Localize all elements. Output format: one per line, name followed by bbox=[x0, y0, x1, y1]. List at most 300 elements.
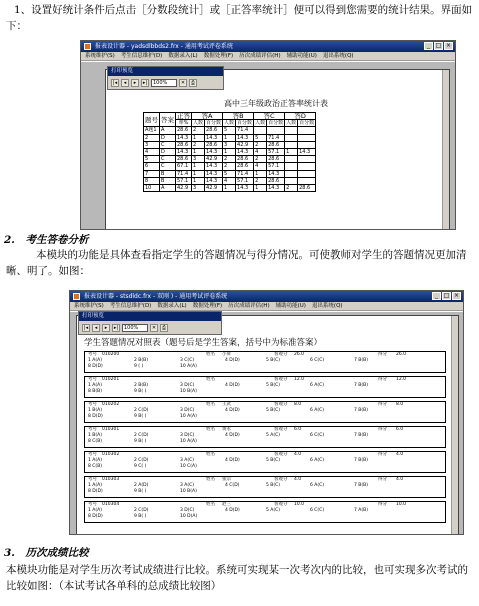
exam-no: 010200 bbox=[102, 352, 120, 357]
answer-item: 6 A(C) bbox=[310, 458, 325, 463]
table-cell: 1 bbox=[223, 148, 236, 155]
exam-no: 010303 bbox=[102, 477, 120, 482]
answer-item: 1 B(A) bbox=[88, 408, 102, 413]
close-preview-icon[interactable]: ✕ bbox=[180, 79, 186, 86]
table-cell: 28.6 bbox=[267, 156, 285, 163]
correct-rate-table bbox=[143, 112, 316, 192]
col-answer-c: 答C bbox=[254, 113, 285, 120]
sub-pct: 百分数 bbox=[299, 120, 315, 127]
objective-label: 客观分 bbox=[274, 477, 288, 482]
answer-item: 8 D(D) bbox=[88, 514, 103, 519]
print-preview-toolbar bbox=[78, 311, 222, 335]
answer-item: 7 A(B) bbox=[354, 508, 368, 513]
menu-exit[interactable]: 退出系统(Q) bbox=[322, 53, 354, 59]
table-row bbox=[144, 184, 316, 191]
table-cell: 28.6 bbox=[236, 163, 254, 170]
prev-page-button[interactable]: ◂ bbox=[121, 79, 129, 87]
answer-item: 6 A(C) bbox=[310, 383, 325, 388]
answer-item: 3 D(C) bbox=[180, 383, 195, 388]
prev-page-button[interactable]: ◂ bbox=[92, 324, 100, 332]
sub-count: 人数 bbox=[193, 120, 204, 127]
table-cell: 2 bbox=[254, 141, 267, 148]
answer-item: 9 B( ) bbox=[134, 514, 147, 519]
sheet-title: 学生答题情况对照表（题号后是学生答案，括号中为标准答案） bbox=[84, 338, 323, 348]
table-cell: 71.4 bbox=[236, 170, 254, 177]
print-preview-toolbar bbox=[107, 66, 224, 90]
table-cell: 14.3 bbox=[205, 163, 223, 170]
answer-item: 9 B( ) bbox=[134, 414, 147, 419]
table-cell: 2 bbox=[192, 127, 205, 134]
maximize-button[interactable]: □ bbox=[435, 42, 442, 49]
table-cell: 1 bbox=[285, 148, 298, 155]
answer-item: 3 A(C) bbox=[180, 458, 195, 463]
answer-item: 2 C(D) bbox=[134, 458, 149, 463]
answer-item: 5 A(C) bbox=[266, 508, 281, 513]
exam-no-label: 考号 bbox=[88, 402, 97, 407]
table-cell bbox=[298, 177, 316, 184]
sub-pct: 百分数 bbox=[237, 120, 253, 127]
answer-item: 5 B(C) bbox=[266, 458, 281, 463]
table-cell: 57.1 bbox=[267, 148, 285, 155]
table-cell bbox=[285, 156, 298, 163]
table-cell: A题1 bbox=[144, 127, 160, 134]
menu-student-info[interactable]: 考生信息维护(D) bbox=[120, 53, 163, 59]
answer-item: 3 C(C) bbox=[180, 358, 195, 363]
menu-student-info[interactable]: 考生信息维护(D) bbox=[109, 303, 152, 309]
answer-item: 9 C( ) bbox=[134, 464, 147, 469]
answer-item: 10 A(A) bbox=[180, 364, 197, 369]
table-cell: 57.1 bbox=[236, 177, 254, 184]
table-cell: 2 bbox=[285, 184, 298, 191]
col-tihao: 题号 bbox=[144, 113, 160, 127]
score-label: 得分 bbox=[378, 352, 387, 357]
menu-history[interactable]: 历次成绩评估(H) bbox=[228, 303, 270, 309]
col-lv: 率% bbox=[176, 120, 192, 127]
table-cell: 3 bbox=[192, 156, 205, 163]
table-cell: B bbox=[160, 177, 176, 184]
table-row bbox=[144, 148, 316, 155]
objective-label: 客观分 bbox=[274, 452, 288, 457]
table-cell: 14.3 bbox=[205, 170, 223, 177]
table-row bbox=[144, 141, 316, 148]
table-cell: 14.3 bbox=[236, 148, 254, 155]
menu-data-process[interactable]: 数据处理(F) bbox=[203, 53, 234, 59]
table-cell: 42.9 bbox=[205, 156, 223, 163]
answer-item: 3 D(C) bbox=[180, 408, 195, 413]
answer-item: 5 B(C) bbox=[266, 383, 281, 388]
section3-heading: 3. 历次成绩比较 bbox=[4, 547, 89, 559]
exam-no-label: 考号 bbox=[88, 502, 97, 507]
score-label: 得分 bbox=[378, 402, 387, 407]
table-cell: 5 bbox=[223, 127, 236, 134]
app-icon bbox=[73, 293, 80, 300]
exam-no-label: 考号 bbox=[88, 477, 97, 482]
student-name: 小屏 bbox=[222, 352, 231, 357]
table-cell: 14.3 bbox=[176, 148, 192, 155]
table-cell: 28.6 bbox=[298, 184, 316, 191]
table-cell: 71.4 bbox=[267, 134, 285, 141]
answer-item: 7 B(B) bbox=[354, 458, 368, 463]
answer-item: 1 A(A) bbox=[88, 358, 102, 363]
answer-item: 8 D(D) bbox=[88, 489, 103, 494]
answer-item: 7 B(B) bbox=[354, 383, 368, 388]
score-label: 得分 bbox=[378, 377, 387, 382]
score-label: 得分 bbox=[378, 427, 387, 432]
answer-item: 3 A(C) bbox=[180, 483, 195, 488]
table-cell: 1 bbox=[192, 148, 205, 155]
answer-item: 2 B(B) bbox=[134, 358, 148, 363]
window-titlebar bbox=[70, 291, 463, 302]
table-cell: 71.4 bbox=[236, 127, 254, 134]
col-daan: 答案 bbox=[160, 113, 176, 127]
total-score: 4.0 bbox=[396, 477, 404, 482]
answer-item: 8 D(D) bbox=[88, 364, 103, 369]
menu-aux[interactable]: 辅助功能(U) bbox=[286, 53, 317, 59]
next-page-button[interactable]: ▸ bbox=[131, 79, 139, 87]
answer-item: 9 B( ) bbox=[134, 389, 147, 394]
table-cell: 5 bbox=[223, 170, 236, 177]
answer-item: 4 C(D) bbox=[225, 483, 240, 488]
answer-item: 4 D(D) bbox=[225, 508, 240, 513]
print-icon[interactable]: ⎙ bbox=[161, 324, 166, 331]
menubar bbox=[81, 52, 455, 61]
section2-heading: 2. 考生答卷分析 bbox=[4, 234, 89, 246]
last-page-button[interactable]: ▸| bbox=[142, 79, 148, 86]
minimize-button[interactable]: _ bbox=[424, 42, 433, 50]
table-cell bbox=[267, 127, 285, 134]
table-cell: 14.3 bbox=[236, 134, 254, 141]
answer-item: 9 ( ) bbox=[134, 364, 144, 369]
table-cell bbox=[298, 163, 316, 170]
answer-item: 6 A(C) bbox=[310, 483, 325, 488]
table-cell: 7 bbox=[144, 170, 160, 177]
table-cell: 1 bbox=[192, 177, 205, 184]
table-cell: B bbox=[160, 170, 176, 177]
name-label: 姓名 bbox=[206, 352, 215, 357]
table-cell: 28.6 bbox=[267, 177, 285, 184]
close-preview-icon[interactable]: ✕ bbox=[151, 324, 157, 331]
answer-item: 1 A(A) bbox=[88, 483, 102, 488]
table-cell bbox=[298, 127, 316, 134]
answer-item: 4 D(D) bbox=[225, 433, 240, 438]
answer-item: 6 A(C) bbox=[310, 408, 325, 413]
first-page-button[interactable]: |◂ bbox=[112, 79, 118, 86]
answer-item: 10 C(A) bbox=[180, 464, 197, 469]
student-answer-block bbox=[84, 351, 446, 373]
answer-item: 6 C(C) bbox=[310, 433, 325, 438]
zoom-select[interactable]: 100% bbox=[151, 79, 177, 87]
table-title: 高中三年级政治正答率统计表 bbox=[224, 99, 328, 108]
answer-item: 9 B( ) bbox=[134, 439, 147, 444]
score-label: 得分 bbox=[378, 502, 387, 507]
table-cell: 14.3 bbox=[267, 184, 285, 191]
table-cell bbox=[254, 127, 267, 134]
vertical-scrollbar[interactable] bbox=[451, 316, 458, 535]
objective-label: 客观分 bbox=[274, 427, 288, 432]
answer-item: 10 A(A) bbox=[180, 414, 197, 419]
section3-paragraph: 本模块功能是对学生历次考试成绩进行比较。系统可实现某一次考次内的比较，也可实现多次考试的比较如图：（本试考试各单科的总成绩比较图） bbox=[6, 564, 468, 592]
objective-label: 客观分 bbox=[274, 377, 288, 382]
sub-count: 人数 bbox=[286, 120, 297, 127]
answer-item: 10 A(A) bbox=[180, 439, 197, 444]
sub-count: 人数 bbox=[224, 120, 235, 127]
table-cell: 28.6 bbox=[205, 141, 223, 148]
table-cell: 2 bbox=[192, 141, 205, 148]
menu-data-entry[interactable]: 数据录入(L) bbox=[168, 53, 198, 59]
objective-score: 12.0 bbox=[294, 377, 305, 382]
table-cell: 42.9 bbox=[176, 184, 192, 191]
table-cell: 28.6 bbox=[176, 141, 192, 148]
table-cell: 42.9 bbox=[205, 184, 223, 191]
minimize-button[interactable]: _ bbox=[432, 292, 441, 300]
answer-item: 2 B(B) bbox=[134, 383, 148, 388]
first-page-button[interactable]: |◂ bbox=[83, 324, 89, 331]
answer-item: 5 B(C) bbox=[266, 358, 281, 363]
close-button[interactable]: × bbox=[453, 292, 460, 299]
table-cell: C bbox=[160, 156, 176, 163]
name-label: 姓名 bbox=[206, 402, 215, 407]
last-page-button[interactable]: ▸| bbox=[113, 324, 119, 331]
name-label: 姓名 bbox=[206, 377, 215, 382]
answer-item: 8 C(B) bbox=[88, 439, 103, 444]
table-cell: 4 bbox=[144, 148, 160, 155]
table-cell: 4 bbox=[254, 148, 267, 155]
answer-item: 2 C(D) bbox=[134, 433, 149, 438]
student-name: 张宗 bbox=[222, 477, 231, 482]
answer-item: 4 D(D) bbox=[225, 358, 240, 363]
table-cell: A bbox=[160, 184, 176, 191]
table-row bbox=[144, 127, 316, 134]
table-cell: 14.3 bbox=[267, 170, 285, 177]
app-icon bbox=[84, 43, 91, 50]
answer-item: 8 C(B) bbox=[88, 464, 103, 469]
exam-no-label: 考号 bbox=[88, 427, 97, 432]
table-cell bbox=[285, 127, 298, 134]
menu-history[interactable]: 历次成绩评估(H) bbox=[239, 53, 281, 59]
table-cell: 14.3 bbox=[205, 148, 223, 155]
next-page-button[interactable]: ▸ bbox=[102, 324, 110, 332]
answer-item: 10 B(A) bbox=[180, 389, 197, 394]
close-button[interactable]: × bbox=[445, 42, 452, 49]
answer-item: 3 D(C) bbox=[180, 508, 195, 513]
answer-analysis-window bbox=[69, 290, 464, 535]
exam-no-label: 考号 bbox=[88, 452, 97, 457]
answer-item: 2 C(D) bbox=[134, 408, 149, 413]
table-cell: C bbox=[160, 141, 176, 148]
answer-item: 1 A(A) bbox=[88, 383, 102, 388]
stats-report-window bbox=[80, 40, 456, 230]
student-answer-block bbox=[84, 426, 446, 448]
section2-paragraph: 本模块的功能是具体查看指定学生的答题情况与得分情况。可使教师对学生的答题情况更加清晰、明了。如图： bbox=[6, 249, 467, 277]
table-cell bbox=[285, 170, 298, 177]
table-cell: 14.3 bbox=[205, 177, 223, 184]
answer-item: 6 C(C) bbox=[310, 358, 325, 363]
exam-no-label: 考号 bbox=[88, 352, 97, 357]
table-cell: 28.6 bbox=[236, 156, 254, 163]
vertical-scrollbar[interactable] bbox=[442, 70, 449, 230]
table-cell bbox=[285, 163, 298, 170]
window-titlebar bbox=[81, 41, 455, 52]
answer-item: 8 B(B) bbox=[88, 389, 102, 394]
name-label: 姓名 bbox=[206, 502, 215, 507]
sub-pct: 百分数 bbox=[268, 120, 284, 127]
menu-data-process[interactable]: 数据处理(F) bbox=[192, 303, 223, 309]
table-cell bbox=[298, 170, 316, 177]
objective-score: 4.0 bbox=[294, 477, 302, 482]
total-score: 10.0 bbox=[396, 502, 407, 507]
maximize-button[interactable]: □ bbox=[443, 292, 450, 299]
table-cell: 14.3 bbox=[236, 184, 254, 191]
exam-no: 010201 bbox=[102, 377, 120, 382]
table-cell: 2 bbox=[223, 156, 236, 163]
table-cell bbox=[298, 156, 316, 163]
answer-item: 7 B(B) bbox=[354, 358, 368, 363]
table-cell: 28.6 bbox=[176, 127, 192, 134]
table-cell: 5 bbox=[254, 134, 267, 141]
student-answer-block bbox=[84, 401, 446, 423]
table-cell: 14.3 bbox=[176, 134, 192, 141]
menu-aux[interactable]: 辅助功能(U) bbox=[275, 303, 306, 309]
answer-item: 2 C(D) bbox=[134, 508, 149, 513]
window-title: 报表设计器 - stsdldc.frx - 双刚 ) - 通用考试评卷系统 bbox=[84, 293, 228, 300]
table-cell: A bbox=[160, 127, 176, 134]
student-answer-block bbox=[84, 501, 446, 523]
table-cell: 67.1 bbox=[176, 163, 192, 170]
score-label: 得分 bbox=[378, 477, 387, 482]
table-cell: 2 bbox=[223, 163, 236, 170]
table-cell: 8 bbox=[144, 177, 160, 184]
col-answer-b: 答B bbox=[223, 113, 254, 120]
answer-item: 1 A(A) bbox=[88, 508, 102, 513]
answer-item: 6 C(C) bbox=[310, 508, 325, 513]
table-cell: 3 bbox=[223, 141, 236, 148]
col-answer-d: 答D bbox=[285, 113, 316, 120]
total-score: 6.0 bbox=[396, 427, 404, 432]
objective-label: 客观分 bbox=[274, 502, 288, 507]
objective-score: 8.0 bbox=[294, 402, 302, 407]
answer-item: 2 A(D) bbox=[134, 483, 149, 488]
sub-count: 人数 bbox=[255, 120, 266, 127]
table-cell: 28.6 bbox=[205, 127, 223, 134]
answer-item: 5 B(C) bbox=[266, 483, 281, 488]
answer-item: 4 D(D) bbox=[225, 408, 240, 413]
table-cell: 10 bbox=[144, 184, 160, 191]
student-answer-block bbox=[84, 451, 446, 473]
objective-label: 客观分 bbox=[274, 402, 288, 407]
table-cell: 14.3 bbox=[205, 134, 223, 141]
table-cell: 1 bbox=[192, 134, 205, 141]
objective-label: 客观分 bbox=[274, 352, 288, 357]
exam-no: 010302 bbox=[102, 452, 120, 457]
table-cell: C bbox=[160, 163, 176, 170]
table-cell bbox=[285, 177, 298, 184]
zoom-select[interactable]: 100% bbox=[122, 324, 148, 332]
table-cell: 1 bbox=[192, 170, 205, 177]
exam-no: 010304 bbox=[102, 502, 120, 507]
answer-item: 8 D(D) bbox=[88, 414, 103, 419]
objective-score: 4.0 bbox=[294, 452, 302, 457]
answer-item: 5 A(C) bbox=[266, 433, 281, 438]
table-cell: 5 bbox=[144, 156, 160, 163]
total-score: 4.0 bbox=[396, 452, 404, 457]
table-cell: 71.4 bbox=[176, 170, 192, 177]
menu-exit[interactable]: 退出系统(Q) bbox=[311, 303, 343, 309]
answer-item: 10 B(A) bbox=[180, 489, 197, 494]
table-cell: D bbox=[160, 134, 176, 141]
col-answer-a: 答A bbox=[192, 113, 223, 120]
answer-item: 3 D(C) bbox=[180, 433, 195, 438]
table-cell: 2 bbox=[254, 156, 267, 163]
table-cell bbox=[285, 134, 298, 141]
table-cell: 6 bbox=[144, 163, 160, 170]
sub-pct: 百分数 bbox=[206, 120, 222, 127]
name-label: 姓名 bbox=[206, 477, 215, 482]
table-cell: 1 bbox=[223, 184, 236, 191]
table-cell: 14.3 bbox=[298, 148, 316, 155]
window-title: 报表设计器 - yadsdlbbds2.frx - 通用考试评卷系统 bbox=[95, 43, 233, 50]
table-cell: 4 bbox=[254, 163, 267, 170]
student-name: 王武 bbox=[222, 402, 231, 407]
name-label: 姓名 bbox=[206, 427, 215, 432]
student-answer-block bbox=[84, 376, 446, 398]
menu-system[interactable]: 系统维护(S) bbox=[85, 53, 115, 59]
answer-item: 1 A(A) bbox=[88, 458, 102, 463]
print-icon[interactable]: ⎙ bbox=[190, 79, 195, 86]
menu-system[interactable]: 系统维护(S) bbox=[74, 303, 104, 309]
answer-item: 7 B(B) bbox=[354, 433, 368, 438]
table-row bbox=[144, 163, 316, 170]
table-cell: 2 bbox=[144, 134, 160, 141]
table-cell bbox=[285, 141, 298, 148]
answer-item: 1 B(A) bbox=[88, 433, 102, 438]
answer-item: 10 D(A) bbox=[180, 514, 198, 519]
col-zhengda: 正答 bbox=[177, 112, 190, 121]
objective-score: 26.0 bbox=[294, 352, 305, 357]
answer-item: 5 B(C) bbox=[266, 408, 281, 413]
answer-item: 9 B( ) bbox=[134, 489, 147, 494]
menu-data-entry[interactable]: 数据录入(L) bbox=[157, 303, 187, 309]
table-cell: 1 bbox=[223, 134, 236, 141]
table-cell: 1 bbox=[254, 184, 267, 191]
table-row bbox=[144, 156, 316, 163]
intro-paragraph: 1、设置好统计条件后点击［分数段统计］或［正答率统计］便可以得到您需要的统计结果。界面如下： bbox=[6, 4, 473, 32]
preview-title: 打印预览 bbox=[108, 67, 223, 76]
table-cell: 57.1 bbox=[176, 177, 192, 184]
name-label: 姓名 bbox=[206, 452, 215, 457]
student-name: 黄永 bbox=[222, 427, 231, 432]
exam-no: 010301 bbox=[102, 427, 120, 432]
table-row bbox=[144, 134, 316, 141]
exam-no: 010202 bbox=[102, 402, 120, 407]
table-cell: 2 bbox=[254, 177, 267, 184]
table-cell bbox=[298, 141, 316, 148]
table-cell: 28.6 bbox=[267, 141, 285, 148]
answer-item: 7 B(B) bbox=[354, 408, 368, 413]
objective-score: 10.0 bbox=[294, 502, 305, 507]
table-cell: 4 bbox=[223, 177, 236, 184]
table-cell: 42.9 bbox=[236, 141, 254, 148]
table-cell: D bbox=[160, 148, 176, 155]
table-row bbox=[144, 177, 316, 184]
table-cell: 57.1 bbox=[267, 163, 285, 170]
menubar bbox=[70, 302, 463, 311]
table-cell: 3 bbox=[144, 141, 160, 148]
table-cell: 1 bbox=[254, 170, 267, 177]
answer-item: 4 D(D) bbox=[225, 458, 240, 463]
total-score: 12.0 bbox=[396, 377, 407, 382]
total-score: 26.0 bbox=[396, 352, 407, 357]
table-cell: 3 bbox=[192, 184, 205, 191]
